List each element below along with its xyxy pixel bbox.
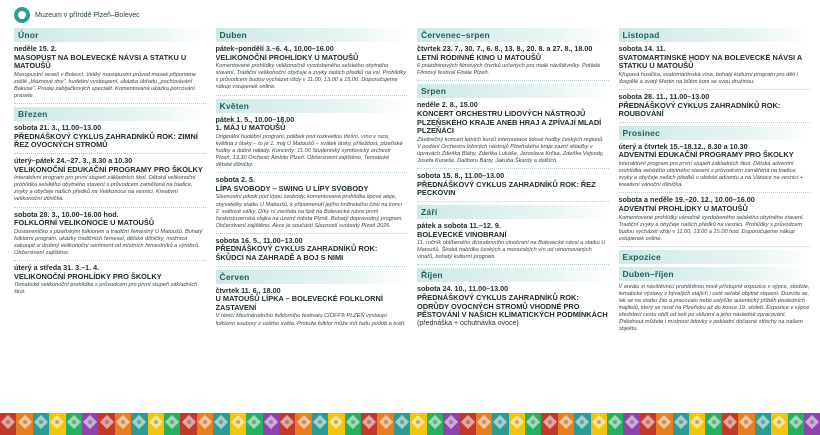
event-title: VELIKONOČNÍ PROHLÍDKY U MATOUŠŮ	[215, 52, 359, 62]
season-heading: Duben–říjen	[619, 267, 811, 281]
folk-ornament-tile	[459, 413, 475, 435]
season-heading: Únor	[14, 28, 206, 42]
folk-ornament-tile	[673, 413, 689, 435]
season-heading: Říjen	[417, 268, 609, 282]
event-entry	[216, 176, 408, 234]
folk-ornament-tile	[509, 413, 525, 435]
program-column-1	[14, 28, 206, 412]
event-title: KONCERT ORCHESTRU LIDOVÝCH NÁSTROJŮ PLZEŇSKÉHO KRAJE ANEB HRAJ A ZPÍVAJÍ MLADÍ PLZEŇÁCI	[417, 108, 602, 136]
folk-ornament-tile	[328, 413, 344, 435]
program-column-3	[417, 28, 609, 412]
event-description: V areálu si návštěvníci prohlédnou nově přístupné expozice v sýpce, stodole, tematické výstavy v bývalých stájích i celé selské obytné stavení. Dozvíte se, jak se na statku žilo a pracovalo nebo uslyšíte autentický příběh posledních majitelů, který se nosil na Plzeňsku až do konce 19. století. Expozice v sýpce představí cestu obilí od setí po sklizení a jeho následné zpracování. Zhlédnout můžete i místnost lidovky s pokladní dočasné střechy na našem objektu.	[618, 283, 810, 333]
folk-ornament-tile	[246, 413, 262, 435]
museum-name: Muzeum v přírodě Plzeň–Bolevec	[35, 11, 140, 19]
folk-ornament-tile	[591, 413, 607, 435]
event-date: sobota 28. 11., 11.00–13.00	[618, 91, 710, 101]
folk-ornament-tile	[443, 413, 459, 435]
event-date: sobota 28. 3., 10.00–16.00 hod.	[14, 209, 119, 219]
event-description: Závěrečný koncert letních kurzů interpretace lidové hudby českých regionů. V podání Orchestru lidových nástrojů Plzeňského kraje zazní skladby v úpravách Zdeňka Bláhy, Zdeňka Lukáše, Jaroslava Krčka, Zdeňka Vejvody, Josefa Kuneše, Daliboru Bárty, Jakuba Škardy a dalších.	[417, 136, 604, 165]
event-entry	[14, 45, 206, 104]
folk-ornament-tile	[476, 413, 492, 435]
event-title: VELIKONOČNÍ PROHLÍDKY PRO ŠKOLKY	[14, 271, 162, 281]
folk-ornament-tile	[148, 413, 164, 435]
museum-header	[14, 6, 140, 24]
event-entry	[216, 287, 408, 331]
event-title: PŘEDNÁŠKOVÝ CYKLUS ZAHRADNÍKŮ ROK: ŠKŮDCI NA ZAHRADĚ A BOJ S NIMI	[215, 244, 378, 263]
event-entry	[417, 285, 609, 331]
season-heading: Září	[417, 205, 609, 219]
folk-ornament-tile	[623, 413, 639, 435]
program-columns	[14, 28, 810, 412]
event-description: Komentované prohlídky velikonočně vyzdobeného selského obytného stavení. Tradiční velikonoční obyčeje a zvyky našich předků na vsi. Prohlídky s průvodcem budou vycházet vždy v 11.00, 13.00 a 15.00. Doporučujeme nákup vstupenek online.	[215, 63, 406, 91]
event-title: PŘEDNÁŠKOVÝ CYKLUS ZAHRADNÍKŮ ROK: ODRŮDY OVOCNÝCH STROMŮ VHODNÉ PRO PĚSTOVÁNÍ V NAŠICH KLIMATICKÝCH PODMÍNKÁCH	[417, 292, 608, 320]
event-entry	[14, 157, 206, 208]
event-description: 6 prázdninových filmových čtvrtků určených pro malé návštěvníky. Pořádá Filmový festival Finále Plzeň.	[417, 63, 601, 77]
folk-ornament-tile	[345, 413, 361, 435]
program-column-4	[619, 28, 811, 412]
event-date: sobota 14. 11.	[618, 44, 666, 53]
event-title: SVATOMARTINSKÉ HODY NA BOLEVECKÉ NÁVSI A STATKU U MATOUŠŮ	[618, 52, 802, 71]
event-entry	[417, 222, 609, 265]
event-entry	[14, 124, 206, 154]
event-date: neděle 2. 8., 15.00	[417, 100, 478, 110]
season-heading: Listopad	[619, 28, 811, 42]
season-heading: Prosinec	[619, 126, 811, 140]
folk-ornament-tile	[49, 413, 65, 435]
event-date: čtvrtek 11. 6., 18.00	[215, 285, 281, 295]
folk-ornament-tile	[263, 413, 279, 435]
event-title: LETNÍ RODINNÉ KINO U MATOUŠŮ	[417, 52, 542, 62]
season-heading: Srpen	[417, 84, 609, 98]
event-title: ADVENTNÍ EDUKAČNÍ PROGRAMY PRO ŠKOLKY	[618, 150, 794, 160]
event-description: Interaktivní program pro první stupeň základních škol. Dětská adventní prohlídka selského obytného stavení s průvodcem zaměřená na tradice, zvyky a obyčeje našich předků v období adventu a na Vánoce na vesnici + kreativní vánoční dílnička.	[618, 160, 804, 189]
event-entry	[14, 211, 206, 262]
event-description: V rámci Mezinárodního folklorního festivalu CIOFF® PLZEŇ vystoupí folklorní soubory z celého světa. Protože folklor může mít řadu podob a tváří.	[215, 313, 406, 327]
event-description: 11. ročník oblíbeného dvoudenního vinobraní na Bolevecké návsi a statku U Matoušů. Široká nabídka českých a moravských vín od renomovaných vinařů, bohatý kulturní program.	[417, 240, 606, 261]
folk-ornament-tile	[771, 413, 787, 435]
folk-ornament-tile	[525, 413, 541, 435]
season-heading: Březen	[14, 107, 206, 121]
event-title: BOLEVECKÉ VINOBRANÍ	[417, 229, 507, 239]
folk-ornament-tile	[558, 413, 574, 435]
event-description: Masopustní veselí v Bolevci. Veliký masopustní průvod masek připomene zašlé „bláznové dny“, hudební vystoupení, ukázka obřadu „pochovávání Bakuse“. Prodej zabijačkových specialit. Komentovaná ukázka porcování prasete.	[14, 71, 196, 100]
event-date: sobota 16. 5., 11.00–13.00	[215, 235, 303, 245]
folk-ornament-tile	[295, 413, 311, 435]
folk-ornament-tile	[640, 413, 656, 435]
event-entry	[619, 196, 811, 247]
folk-ornament-tile	[361, 413, 377, 435]
event-entry	[216, 116, 408, 174]
event-date: sobota 21. 3., 11.00–13.00	[14, 123, 102, 133]
season-heading: Červen	[216, 270, 408, 284]
program-column-2	[216, 28, 408, 412]
folk-ornament-tile	[230, 413, 246, 435]
event-description: Interaktivní program pro první stupeň základních škol. Dětská velikonoční prohlídka selského obytného stavení s průvodcem zaměřená na tradice, zvyky a obyčeje našich předků na Velikonoce na vesnici. Kreativní velikonoční dílnička.	[14, 175, 196, 203]
event-date: neděle 15. 2.	[14, 44, 57, 53]
event-title: PŘEDNÁŠKOVÝ CYKLUS ZAHRADNÍKŮ ROK: ZIMNÍ ŘEZ OVOCNÝCH STROMŮ	[14, 131, 198, 150]
event-date: pátek–pondělí 3.–6. 4., 10.00–16.00	[215, 44, 334, 53]
folk-ornament-tile	[0, 413, 16, 435]
event-title: PŘEDNÁŠKOVÝ CYKLUS ZAHRADNÍKŮ ROK: ŘEZ PECKOVIN	[417, 179, 596, 198]
folk-ornament-tile	[541, 413, 557, 435]
event-date: sobota 15. 8., 11.00–13.00	[417, 171, 505, 181]
folk-ornament-tile	[656, 413, 672, 435]
folk-ornament-tile	[394, 413, 410, 435]
event-title: LÍPA SVOBODY – SWING U LÍPY SVOBODY	[215, 183, 369, 193]
event-description: Tematické velikonoční prohlídka s průvodcem pro první stupeň základních škol.	[14, 282, 198, 296]
event-date: čtvrtek 23. 7., 30. 7., 6. 8., 13. 8., 20. 8. a 27. 8., 18.00	[417, 44, 593, 53]
folk-ornament-tile	[197, 413, 213, 435]
event-date: sobota 2. 5.	[215, 175, 256, 185]
event-date: sobota a neděle 19.–20. 12., 10.00–16.00	[618, 195, 755, 205]
folk-ornament-border	[0, 413, 820, 435]
event-description: Komentované prohlídky vánočně vyzdobeného selského obytného stavení. Tradiční zvyky a obyčeje našich předků na vesnici. Prohlídky s průvodcem budou vycházet vždy v 11.00, 13.00 a 15.00 hod. Doporučujeme nákup vstupenek online.	[618, 214, 805, 242]
folk-ornament-tile	[689, 413, 705, 435]
folk-ornament-tile	[213, 413, 229, 435]
event-title: PŘEDNÁŠKOVÝ CYKLUS ZAHRADNÍKŮ ROK: ROUBOVÁNÍ	[618, 100, 781, 119]
event-date: úterý a čtvrtek 15.–18.12., 8.30 a 10.30	[618, 141, 748, 151]
season-heading: Červenec–srpen	[417, 28, 609, 42]
event-description: Originální hudební program, polibek pod rozkvetlou třešní, víno v ruce, květina z lásky – to je 1. máj U Matoušů – svátek lásky, příležitost, plzeňské hudby a dobré nálady. Koncerty: 11.00 Studentský symfonický orchestr Plzeň, 13.30 Orchestr Ambito Plzeň. Občerstvení zajištěno. Tematické dětské dílničky.	[215, 133, 403, 169]
folk-ornament-tile	[788, 413, 804, 435]
folk-ornament-tile	[427, 413, 443, 435]
event-entry	[619, 45, 811, 90]
event-entry	[417, 172, 609, 202]
folk-ornament-tile	[705, 413, 721, 435]
season-heading: Expozice	[619, 250, 811, 264]
folk-ornament-tile	[98, 413, 114, 435]
event-description: Slavnostní piknik pod lípou svobody, komentovaná prohlídka lipové aleje, obyvatelky statku U Matoušů, k připomenutí jejího hrdinského činu na konci 2. světové války. Díky ní zavítala na lípě na Bolevecké návsi první československá vlajka na území města Plzně. Bohatý doprovodný program. Občerstvení zajištěno. Akce je součástí Slavností svobody Plzeň 2026.	[215, 194, 403, 229]
event-title: MASOPUST NA BOLEVECKÉ NÁVSI A STATKU U MATOUŠŮ	[14, 52, 187, 71]
event-date: sobota 24. 10., 11.00–13.00	[417, 284, 509, 294]
event-entry	[216, 45, 408, 96]
folk-ornament-tile	[377, 413, 393, 435]
folk-ornament-tile	[312, 413, 328, 435]
event-title: ADVENTNÍ PROHLÍDKY U MATOUŠŮ	[618, 203, 748, 213]
event-title: U MATOUŠŮ LÍPKA – BOLEVECKÉ FOLKLORNÍ ZASTAVENÍ	[215, 294, 383, 312]
folk-ornament-tile	[180, 413, 196, 435]
season-heading: Duben	[216, 28, 408, 42]
event-entry	[619, 284, 811, 337]
folk-ornament-tile	[164, 413, 180, 435]
event-title: 1. MÁJ U MATOUŠŮ	[215, 123, 286, 133]
folk-ornament-tile	[574, 413, 590, 435]
event-description: Dostaveníčko s plzeňským folklorem a tradiční řemeslný U Matoušů. Bohatý folklorní program, ukázky tradičních řemesel, dětské dílničky, možnost zakoupit si drobný velikonoční sortiment od místních řemeslníků a výrobců. Občerstvení zajištěno.	[14, 228, 203, 256]
folk-ornament-tile	[115, 413, 131, 435]
event-date: pátek 1. 5., 10.00–18.00	[215, 114, 295, 124]
folk-ornament-tile	[279, 413, 295, 435]
season-heading: Květen	[216, 99, 408, 113]
event-description: Křupavá husička, svatomartinská vína, bohatý kulturní program pro děti i dospělé a svatý Martin na bílém koni se svou družinou.	[618, 71, 798, 85]
event-title: VELIKONOČNÍ EDUKAČNÍ PROGRAMY PRO ŠKOLKY	[14, 164, 203, 174]
folk-ornament-tile	[410, 413, 426, 435]
event-entry	[417, 101, 609, 169]
folk-ornament-tile	[33, 413, 49, 435]
event-entry	[216, 237, 408, 267]
event-date: úterý–pátek 24.–27. 3., 8.30 a 10.30	[14, 155, 133, 165]
folk-ornament-tile	[66, 413, 82, 435]
museum-logo-icon	[14, 7, 30, 23]
event-date: pátek a sobota 11.–12. 9.	[417, 220, 501, 230]
folk-ornament-tile	[82, 413, 98, 435]
folk-ornament-tile	[16, 413, 32, 435]
folk-ornament-tile	[492, 413, 508, 435]
folk-ornament-tile	[804, 413, 820, 435]
event-entry	[619, 143, 811, 194]
folk-ornament-tile	[607, 413, 623, 435]
folk-ornament-tile	[755, 413, 771, 435]
event-entry	[417, 45, 609, 81]
event-entry	[619, 93, 811, 123]
folk-ornament-tile	[738, 413, 754, 435]
event-entry	[14, 264, 206, 299]
event-subtitle: (přednáška + ochutnávka ovoce)	[417, 319, 519, 327]
event-title: FOLKLORNÍ VELIKONOCE U MATOUŠŮ	[14, 218, 155, 228]
folk-ornament-tile	[722, 413, 738, 435]
event-date: úterý a středa 31. 3.–1. 4.	[14, 263, 100, 273]
folk-ornament-tile	[131, 413, 147, 435]
